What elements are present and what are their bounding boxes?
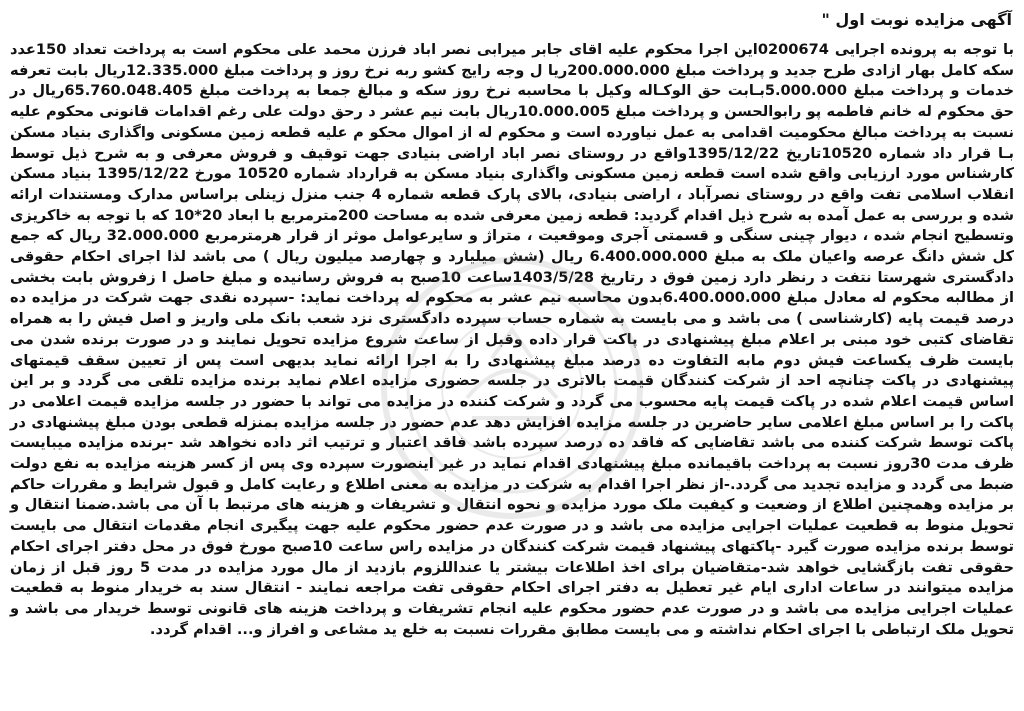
notice-body: با توجه به پرونده اجرایی 0200674این اجرا محکوم علیه اقای جابر میرابی نصر اباد فرزن محمد علی محکوم است به پرداخت تعداد 150عدد سکه کامل بهار ازادی طرح جدید و پرداخت مبلغ 200.000.000ریا ل وجه رایج کشو ربه نرخ روز و پرداخت مبلغ 12.335.000ریال بابت تعرفه خدمات و پرداخت مبلغ 5.000.000بـابت حق الوکـاله وکیل با محاسبه نرخ روز سکه و مبالغ جمعا به پرداخت مبلغ 65.760.048.405ریال در حق محکوم له خانم فاطمه پو رابوالحسن و پرداخت مبلغ 10.000.005ریال بابت نیم عشر د رحق دولت علی رغم اقدامات قانونی محکوم علیه نسبت به پرداخت مبالغ محکومیت اقدامی به عمل نیاورده است و محکوم له از اموال محکو م علیه قطعه زمین مسکونی واگذاری بنیاد مسکن بـا قرار داد شماره 10520تاریخ 1395/12/22واقع در روستای نصر اباد اراضی بنیادی جهت توقیف و فروش معرفی و به شرح ذیل توسط کارشناس مورد ارزیابی واقع شده است قطعه زمین مسکونی واگذاری بنیاد مسکن به قرارداد شماره 10520 مورخ 1395/12/22 بنیاد مسکن انقلاب اسلامی تفت واقع در روستای نصرآباد ، اراضی بنیادی، بالای پارک قطعه شماره 4 جنب منزل زینلی براساس مدارک ومستندات ارائه شده و بررسی به عمل آمده به شرح ذیل اقدام گردید: قطعه زمین معرفی شده به مساحت 200مترمربع با ابعاد 20*10 که با توجه به خاکریزی وتسطیح انجام شده ، دیوار چینی سنگی و قسمتی آجری وموقعیت ، متراژ و سایرعوامل موثر از قرار هرمترمربع 32.000.000 ریال که جمع کل شش دانگ عرصه واعیان ملک به مبلغ 6.400.000.000 ریال (شش میلیارد و چهارصد میلیون ریال ) می باشد لذا اجرای احکام حقوقی دادگستری شهرستا نتفت د رنظر دارد زمین فوق د رتاریخ 1403/5/28ساعت 10صبح به فروش رسانیده و مبلغ حاصل ا زفروش بابت بخشی از مطالبه محکوم له معادل مبلغ 6.400.000.000بدون محاسبه نیم عشر به محکوم له پرداخت نماید: -سپرده نقدی جهت شرکت در مزایده ده درصد قیمت پایه (کارشناسی ) می باشد و می بایست به شماره حساب سپرده دادگستری نزد شعب بانک ملی واریز و اصل فیش را به همراه تقاضای کتبی خود مبنی بر اعلام مبلغ پیشنهادی در پاکت قرار داده وقبل از ساعت شروع مزایده تحویل نمایند و در صورت برنده شدن می بایست ظرف یکساعت فیش دوم مابه التفاوت ده درصد مبلغ پیشنهادی را به اجرا ارائه نماید بدیهی است پس از تعیین سقف قیمتهای پیشنهادی در پاکت چنانچه احد از شرکت کنندگان قیمت بالاتری در جلسه حضوری مزایده اعلام نماید برنده مزایده تلقی می گردد و بر این اساس قیمت اعلام شده در پاکت قیمت پایه محسوب می گردد و شرکت کننده در مزایده می تواند با حضور در جلسه مزایده قیمت اعلامی در پاکت را بر اساس مبلغ اعلامی سایر حاضرین در جلسه مزایده افزایش دهد عدم حضور در جلسه مزایده بمنزله قطعی بودن مبلغ پیشنهادی در پاکت توسط شرکت کننده می باشد تقاضایی که فاقد ده درصد سپرده باشد فاقد اعتبار و ترتیب اثر داده نخواهد شد -برنده مزایده میبایست ظرف مدت 30روز نسبت به پرداخت باقیمانده مبلغ پیشنهادی اقدام نماید در غیر اینصورت سپرده وی پس از کسر هزینه مزایده به نفع دولت ضبط می گردد و مزایده تجدید می گردد.-از نظر اجرا اقدام به شرکت در مزایده به معنی اطلاع و رعایت کامل و قبول شرایط و مقررات حاکم بر مزایده وهمچنین اطلاع از وضعیت و کیفیت ملک مورد مزایده و نحوه انتقال و تشریفات و هزینه های مرتبط با آن می باشد.ضمنا انتقال و تحویل منوط به قطعیت عملیات اجرایی مزایده می باشد و در صورت عدم حضور محکوم علیه جهت پیگیری انجام مقدمات انتقال می بایست توسط برنده مزایده صورت گیرد -پاکتهای پیشنهاد قیمت شرکت کنندگان در مزایده راس ساعت 10صبح مورخ فوق در محل دفتر اجرای احکام حقوقی تفت بازگشایی خواهد شد-متقاضیان برای اخذ اطلاعات بیشتر یا عنداللزوم بازدید از مال مورد مزایده در مدت 5 روز قبل از زمان مزایده میتوانند در ساعات اداری ایام غیر تعطیل به دفتر اجرای احکام حقوقی تفت مراجعه نمایند - انتقال سند به خریدار منوط به قطعیت عملیات اجرایی مزایده می باشد و در صورت عدم حضور محکوم علیه انجام تشریفات و پرداخت هزینه های قانونی توسط خریدار می باشد و تحویل ملک ارتباطی با اجرای احکام نداشته و می بایست مطابق مقررات نسبت به خلع ید مشاعی و افراز و... اقدام گردد. [10,41,1015,638]
notice-title: آگهی مزایده نوبت اول " [821,10,1012,29]
